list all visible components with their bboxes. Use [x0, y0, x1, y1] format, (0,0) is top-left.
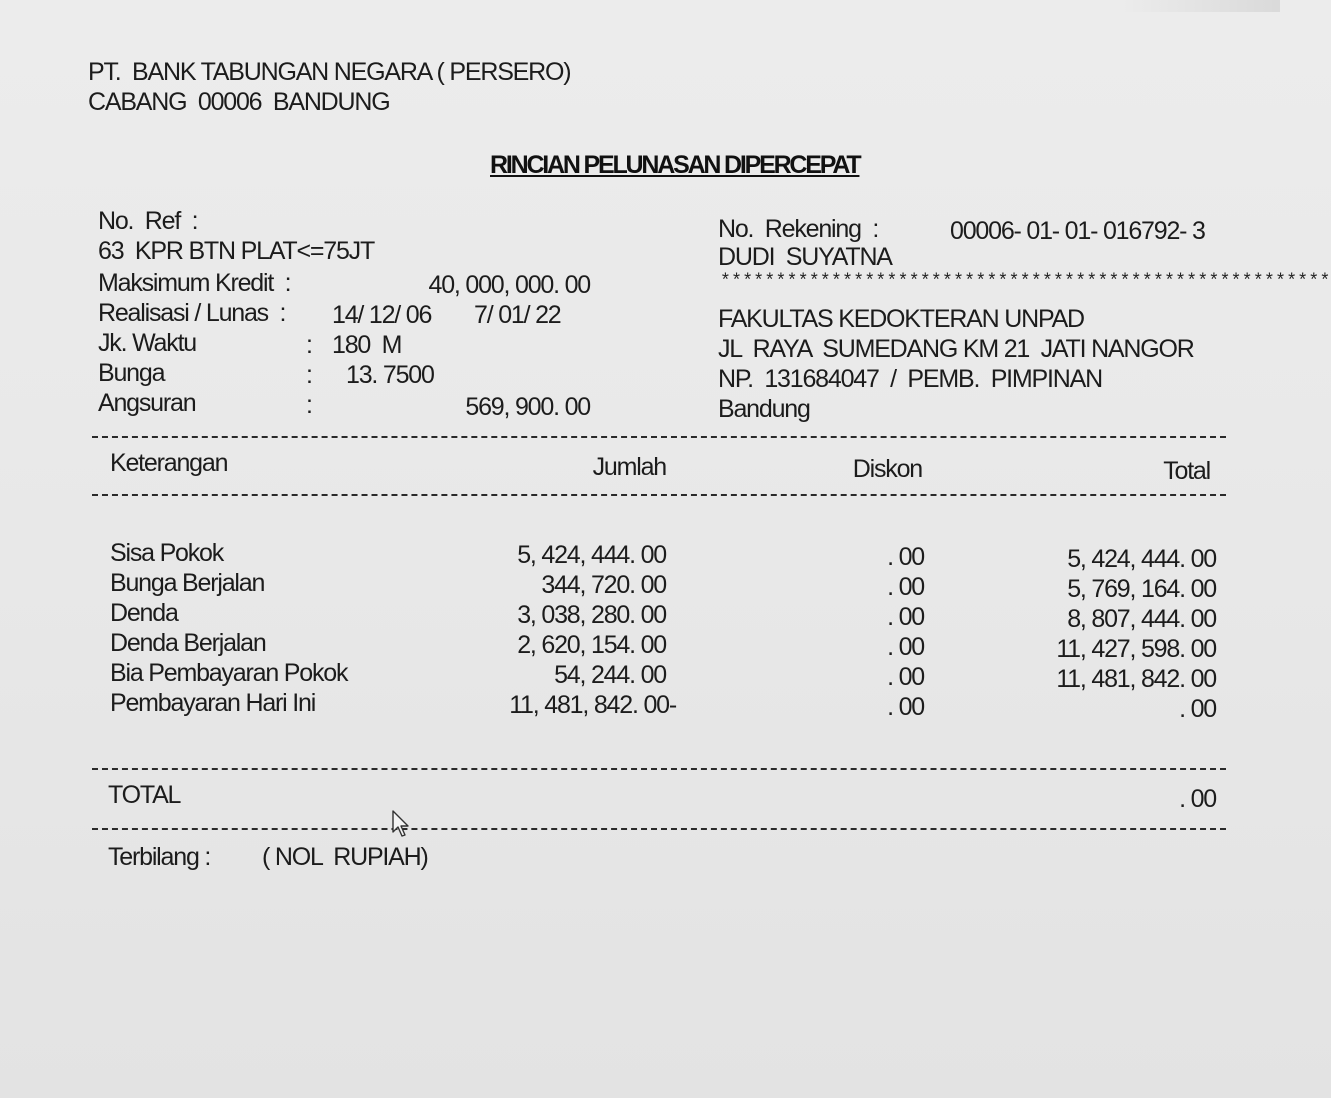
column-header-total: Total [1163, 457, 1210, 485]
employer-name: FAKULTAS KEDOKTERAN UNPAD [718, 305, 1084, 333]
terbilang-label: Terbilang : [108, 843, 211, 871]
row-jumlah: 344, 720. 00 [541, 571, 666, 599]
rekening-label: No. Rekening : [718, 215, 879, 243]
jk-waktu-colon: : [306, 331, 312, 359]
row-diskon: . 00 [887, 693, 924, 721]
rekening-value: 00006- 01- 01- 016792- 3 [950, 217, 1205, 245]
ref-label: No. Ref : [98, 207, 198, 235]
total-value: . 00 [1179, 785, 1216, 813]
max-credit-label: Maksimum Kredit : [98, 269, 291, 297]
row-keterangan: Bunga Berjalan [110, 569, 265, 597]
page-edge-shadow [1120, 0, 1280, 12]
row-keterangan: Bia Pembayaran Pokok [110, 659, 348, 687]
divider-line [92, 828, 1226, 830]
separator-stars: ******************************************************* [720, 272, 1331, 292]
row-jumlah: 2, 620, 154. 00 [517, 631, 666, 659]
bunga-label: Bunga [98, 359, 165, 387]
realisasi-date: 14/ 12/ 06 [332, 301, 432, 329]
row-keterangan: Pembayaran Hari Ini [110, 689, 316, 717]
row-keterangan: Denda [110, 599, 178, 627]
row-diskon: . 00 [887, 573, 924, 601]
column-header-diskon: Diskon [852, 455, 922, 483]
angsuran-colon: : [306, 391, 312, 419]
total-label: TOTAL [108, 781, 181, 809]
product-name: 63 KPR BTN PLAT<=75JT [98, 237, 375, 265]
row-jumlah: 54, 244. 00 [554, 661, 666, 689]
lunas-date: 7/ 01/ 22 [474, 301, 561, 329]
angsuran-value: 569, 900. 00 [465, 393, 590, 421]
customer-np: NP. 131684047 / PEMB. PIMPINAN [718, 365, 1102, 393]
divider-line [92, 494, 1226, 496]
row-keterangan: Sisa Pokok [110, 539, 224, 567]
row-jumlah: 3, 038, 280. 00 [517, 601, 666, 629]
column-header-jumlah: Jumlah [592, 453, 666, 481]
row-diskon: . 00 [887, 543, 924, 571]
jk-waktu-value: 180 M [332, 331, 402, 359]
divider-line [92, 436, 1226, 438]
row-total: 5, 769, 164. 00 [1067, 575, 1216, 603]
bunga-colon: : [306, 361, 312, 389]
row-jumlah: 5, 424, 444. 00 [517, 541, 666, 569]
bunga-value: 13. 7500 [346, 361, 434, 389]
row-total: 8, 807, 444. 00 [1067, 605, 1216, 633]
customer-city: Bandung [718, 395, 810, 423]
customer-name: DUDI SUYATNA [718, 243, 892, 271]
column-header-keterangan: Keterangan [110, 449, 228, 477]
terbilang-value: ( NOL RUPIAH) [262, 843, 428, 871]
row-diskon: . 00 [887, 633, 924, 661]
mouse-pointer-icon [392, 810, 412, 838]
max-credit-value: 40, 000, 000. 00 [428, 271, 590, 299]
realisasi-label: Realisasi / Lunas : [98, 299, 286, 327]
row-total: 11, 481, 842. 00 [1056, 665, 1216, 693]
angsuran-label: Angsuran [98, 389, 196, 417]
row-diskon: . 00 [887, 663, 924, 691]
row-keterangan: Denda Berjalan [110, 629, 266, 657]
row-total: . 00 [1179, 695, 1216, 723]
row-jumlah: 11, 481, 842. 00- [509, 691, 676, 719]
customer-address: JL RAYA SUMEDANG KM 21 JATI NANGOR [718, 335, 1194, 363]
row-total: 11, 427, 598. 00 [1056, 635, 1216, 663]
branch-name: CABANG 00006 BANDUNG [88, 88, 390, 116]
row-diskon: . 00 [887, 603, 924, 631]
bank-name: PT. BANK TABUNGAN NEGARA ( PERSERO) [88, 58, 571, 86]
divider-line [92, 768, 1226, 770]
document-title: RINCIAN PELUNASAN DIPERCEPAT [490, 151, 860, 179]
row-total: 5, 424, 444. 00 [1067, 545, 1216, 573]
jk-waktu-label: Jk. Waktu [98, 329, 197, 357]
